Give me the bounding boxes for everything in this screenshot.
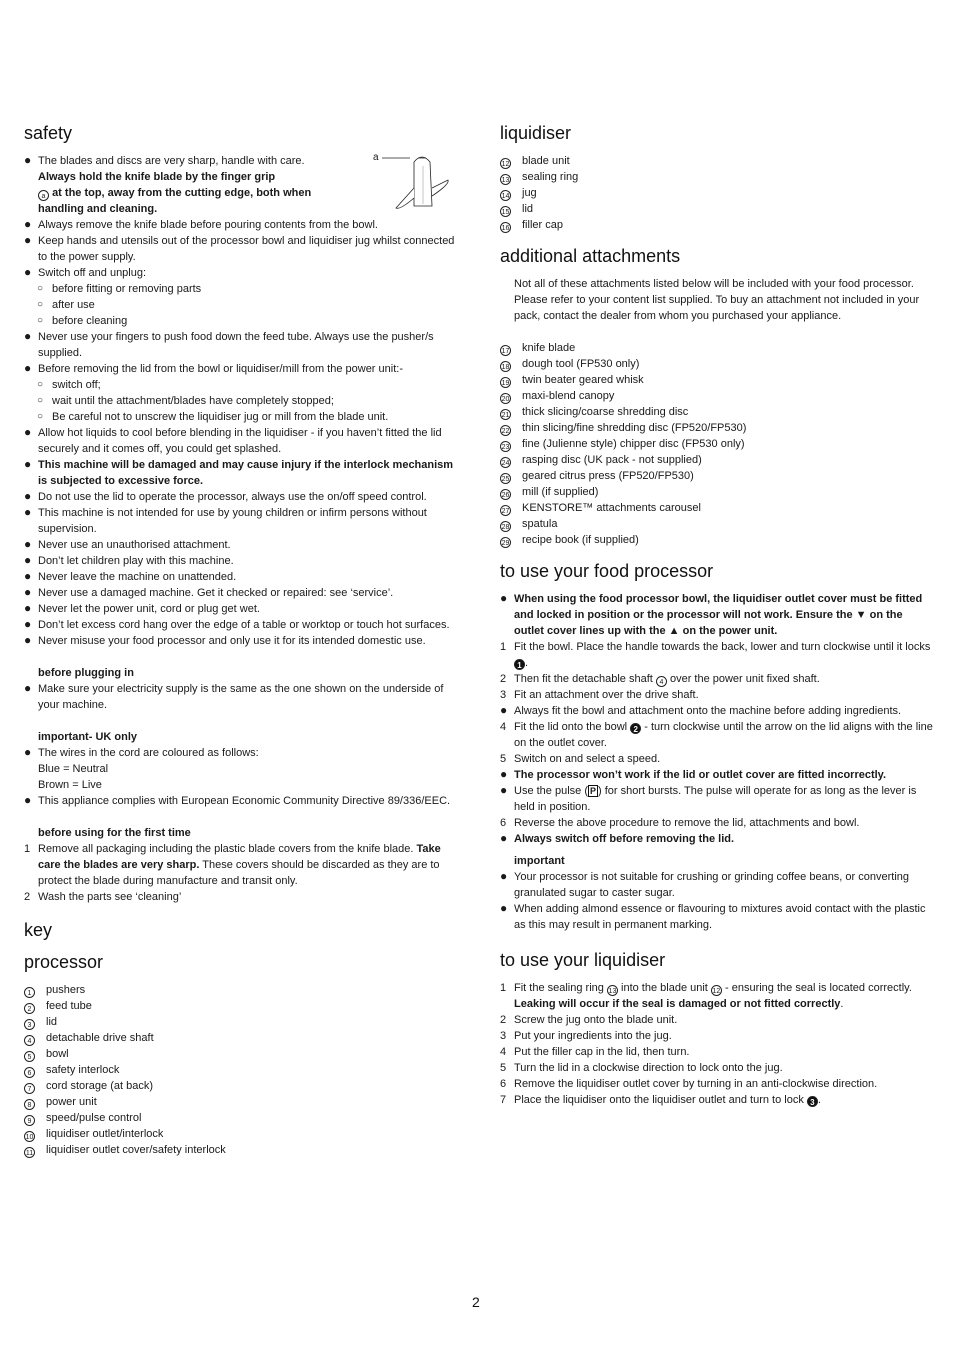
sub-list-item: ○ before fitting or removing parts [37, 283, 202, 295]
list-item: ● When adding almond essence or flavouring to mixtures avoid contact with the plastic as this may result in permanent marking. [500, 901, 926, 931]
sub-list-item: ○ before cleaning [37, 315, 128, 327]
key-list-item [500, 185, 934, 201]
list-item: ● Always fit the bowl and attachment onto the machine before adding ingredients. [500, 703, 902, 717]
key-number: 4 [24, 1035, 35, 1046]
circle-bullet-icon: ○ [37, 299, 44, 310]
pulse-icon: P [589, 786, 596, 796]
key-number: 16 [500, 222, 511, 233]
list-item: ● Make sure your electricity supply is the same as the one shown on the underside of your machine. [24, 681, 444, 711]
ref-circle-3: 3 [807, 1096, 818, 1107]
key-label: twin beater geared whisk [522, 374, 644, 386]
key-list-item [500, 388, 934, 404]
key-list-item [500, 452, 934, 468]
sub-list-item: ○ switch off; [37, 379, 101, 391]
number-circle-icon [24, 998, 42, 1014]
number-circle-icon [500, 516, 518, 532]
key-list-item [500, 217, 934, 233]
circle-bullet-icon: ○ [37, 395, 44, 406]
number-circle-icon [500, 500, 518, 516]
number-circle-icon [24, 1030, 42, 1046]
key-label: recipe book (if supplied) [522, 534, 639, 546]
attachments-intro: Not all of these attachments listed below will be included with your food processor. Please refer to your content list supplied. To buy an attachment not included in your pack, contact the dealer from whom you purchased your appliance. [514, 278, 920, 322]
list-item: ● Never use an unauthorised attachment. [24, 537, 231, 551]
list-item: ● This appliance complies with European Economic Community Directive 89/336/EEC. [24, 793, 451, 807]
number-circle-icon [500, 153, 518, 169]
circle-bullet-icon: ○ [37, 283, 44, 294]
bullet-icon: ● [24, 585, 32, 599]
key-number: 1 [24, 987, 35, 998]
step-item: 1 Fit the bowl. Place the handle towards the back, lower and turn clockwise until it locks 1 . [500, 641, 931, 670]
key-number: 12 [500, 158, 511, 169]
number-circle-icon [24, 1110, 42, 1126]
key-list-item [24, 998, 458, 1014]
key-number: 27 [500, 505, 511, 516]
step-item: 2 Then fit the detachable shaft 4 over the power unit fixed shaft. [500, 673, 820, 686]
list-item: ● When using the food processor bowl, the liquidiser outlet cover must be fitted and locked in position or the processor will not work. Ensure the ▼ on the outlet cover lines up with the ▲ on the power unit. [500, 591, 923, 637]
use-processor-heading: to use your food processor [500, 561, 714, 581]
key-number: 18 [500, 361, 511, 372]
processor-key-list [24, 982, 458, 1158]
key-number: 8 [24, 1099, 35, 1110]
step-item: 6 Reverse the above procedure to remove the lid, attachments and bowl. [500, 817, 860, 829]
key-list-item [24, 1014, 458, 1030]
key-label: KENSTORE™ attachments carousel [522, 502, 701, 514]
bullet-icon: ● [24, 505, 32, 519]
processor-heading: processor [24, 952, 104, 972]
bullet-icon: ● [500, 703, 508, 717]
number-circle-icon [500, 452, 518, 468]
bullet-icon: ● [24, 793, 32, 807]
key-label: speed/pulse control [46, 1112, 142, 1124]
key-number: 28 [500, 521, 511, 532]
key-number: 11 [24, 1147, 35, 1158]
ref-circle-12: 12 [711, 985, 722, 996]
list-item: ● Always switch off before removing the lid. [500, 831, 735, 845]
key-list-item [24, 1078, 458, 1094]
list-item: ● Keep hands and utensils out of the processor bowl and liquidiser jug whilst connected to the power supply. [24, 233, 455, 263]
step-item: 5 Turn the lid in a clockwise direction to lock onto the jug. [500, 1062, 783, 1074]
key-number: 17 [500, 345, 511, 356]
key-number: 29 [500, 537, 511, 548]
step-item: 1 Remove all packaging including the plastic blade covers from the knife blade. Take care the blades are very sharp. These covers should be discarded as they are to protect the blade during manufacture and transit only. [24, 843, 441, 887]
step-item: 7 Place the liquidiser onto the liquidiser outlet and turn to lock 3 . [500, 1094, 821, 1107]
attachments-key-list [500, 340, 934, 548]
number-circle-icon [500, 372, 518, 388]
key-label: spatula [522, 518, 558, 530]
key-number: 2 [24, 1003, 35, 1014]
number-circle-icon [500, 388, 518, 404]
bullet-icon: ● [24, 265, 32, 279]
key-list-item [500, 340, 934, 356]
number-circle-icon [500, 532, 518, 548]
list-item: ● Never use a damaged machine. Get it checked or repaired: see ‘service’. [24, 585, 394, 599]
list-item: ● Don’t let children play with this machine. [24, 553, 234, 567]
key-number: 20 [500, 393, 511, 404]
key-label: safety interlock [46, 1064, 120, 1076]
key-number: 5 [24, 1051, 35, 1062]
key-label: detachable drive shaft [46, 1032, 154, 1044]
key-list-item [24, 1030, 458, 1046]
key-number: 15 [500, 206, 511, 217]
bullet-icon: ● [24, 457, 32, 471]
number-circle-icon [500, 436, 518, 452]
key-label: lid [46, 1016, 58, 1028]
step-item: 3 Fit an attachment over the drive shaft. [500, 689, 699, 701]
figure-label-a: a [373, 152, 379, 163]
key-number: 26 [500, 489, 511, 500]
list-item: ● The blades and discs are very sharp, handle with care. Always hold the knife blade by the finger grip a at the top, away from the cutting edge, both when handling and cleaning. [24, 153, 312, 215]
bullet-icon: ● [24, 681, 32, 695]
bullet-icon: ● [500, 831, 508, 845]
before-plugging-heading: before plugging in [38, 667, 134, 679]
key-label: sealing ring [522, 171, 579, 183]
bullet-icon: ● [24, 569, 32, 583]
step-item: 1 Fit the sealing ring 13 into the blade unit 12 - ensuring the seal is located correctly. Leaking will occur if the seal is damaged or not fitted correctly. [500, 982, 912, 1010]
key-label: blade unit [522, 155, 570, 167]
key-number: 13 [500, 174, 511, 185]
number-circle-icon [500, 468, 518, 484]
key-number: 3 [24, 1019, 35, 1030]
sub-list-item: ○ wait until the attachment/blades have completely stopped; [37, 395, 334, 407]
circle-bullet-icon: ○ [37, 315, 44, 326]
list-item: ● Never use your fingers to push food down the feed tube. Always use the pusher/s supplied. [24, 329, 434, 359]
key-label: liquidiser outlet cover/safety interlock [46, 1144, 226, 1156]
sub-list-item: ○ Be careful not to unscrew the liquidiser jug or mill from the blade unit. [37, 411, 389, 423]
bullet-icon: ● [24, 425, 32, 439]
number-circle-icon [24, 1094, 42, 1110]
bullet-icon: ● [24, 217, 32, 231]
key-list-item [24, 1062, 458, 1078]
use-liquidiser-list [500, 980, 934, 1108]
ref-circle-1: 1 [514, 659, 525, 670]
circle-bullet-icon: ○ [37, 379, 44, 390]
key-number: 14 [500, 190, 511, 201]
list-item: ● Use the pulse ( P ) for short bursts. The pulse will operate for as long as the lever is held in position. [500, 783, 917, 813]
liquidiser-key-list [500, 153, 934, 233]
list-item: ● Don’t let excess cord hang over the edge of a table or worktop or touch hot surfaces. [24, 617, 450, 631]
bullet-icon: ● [24, 361, 32, 375]
key-label: power unit [46, 1096, 97, 1108]
key-label: thin slicing/fine shredding disc (FP520/FP530) [522, 422, 747, 434]
circle-bullet-icon: ○ [37, 411, 44, 422]
important-heading: important [514, 855, 565, 867]
key-list-item [24, 1110, 458, 1126]
use-processor-list [500, 591, 934, 933]
number-circle-icon [500, 185, 518, 201]
bullet-icon: ● [24, 617, 32, 631]
key-list-item [24, 982, 458, 998]
list-item: ● Your processor is not suitable for crushing or grinding coffee beans, or converting granulated sugar to caster sugar. [500, 869, 910, 899]
key-list-item [24, 1142, 458, 1158]
key-label: liquidiser outlet/interlock [46, 1128, 164, 1140]
first-time-heading: before using for the first time [38, 827, 191, 839]
number-circle-icon [500, 201, 518, 217]
number-circle-icon [24, 1142, 42, 1158]
key-list-item [24, 1126, 458, 1142]
ref-circle-4: 4 [656, 676, 667, 687]
key-label: fine (Julienne style) chipper disc (FP530 only) [522, 438, 745, 450]
key-list-item [500, 436, 934, 452]
key-list-item [500, 484, 934, 500]
page-number: 2 [472, 1294, 480, 1310]
list-item: ● Always remove the knife blade before pouring contents from the bowl. [24, 217, 378, 231]
bullet-icon: ● [24, 633, 32, 647]
key-number: 7 [24, 1083, 35, 1094]
list-item: ● Never misuse your food processor and only use it for its intended domestic use. [24, 633, 426, 647]
key-number: 19 [500, 377, 511, 388]
bullet-icon: ● [500, 783, 508, 797]
list-item: ● Before removing the lid from the bowl or liquidiser/mill from the power unit:- [24, 361, 403, 375]
bullet-icon: ● [24, 233, 32, 247]
number-circle-icon [24, 1046, 42, 1062]
key-list-item [500, 420, 934, 436]
key-number: 23 [500, 441, 511, 452]
key-list-item [24, 1046, 458, 1062]
list-item: ● The wires in the cord are coloured as follows: [24, 745, 259, 759]
ref-circle-a: a [38, 190, 49, 201]
bullet-icon: ● [500, 869, 508, 883]
list-item: ● Do not use the lid to operate the processor, always use the on/off speed control. [24, 489, 427, 503]
key-label: maxi-blend canopy [522, 390, 615, 402]
number-circle-icon [500, 217, 518, 233]
number-circle-icon [24, 1078, 42, 1094]
key-label: thick slicing/coarse shredding disc [522, 406, 689, 418]
list-item: ● The processor won’t work if the lid or outlet cover are fitted incorrectly. [500, 767, 887, 781]
right-column [500, 122, 934, 1108]
number-circle-icon [500, 169, 518, 185]
list-item: ● Never leave the machine on unattended. [24, 569, 237, 583]
sub-list-item: ○ after use [37, 299, 95, 311]
key-label: knife blade [522, 342, 576, 354]
bullet-icon: ● [24, 745, 32, 759]
step-item: 2 Wash the parts see ‘cleaning’ [24, 891, 182, 903]
key-label: bowl [46, 1048, 69, 1060]
uk-only-heading: important- UK only [38, 731, 137, 743]
list-item: ● Switch off and unplug: [24, 265, 147, 279]
key-number: 22 [500, 425, 511, 436]
bullet-icon: ● [24, 537, 32, 551]
number-circle-icon [500, 340, 518, 356]
step-item: 4 Put the filler cap in the lid, then turn. [500, 1046, 690, 1058]
key-list-item [500, 153, 934, 169]
key-number: 25 [500, 473, 511, 484]
bullet-icon: ● [500, 591, 508, 605]
triangle-up-icon: ▲ [668, 625, 680, 637]
key-list-item [500, 201, 934, 217]
key-number: 21 [500, 409, 511, 420]
safety-heading: safety [24, 123, 73, 143]
key-number: 9 [24, 1115, 35, 1126]
bullet-icon: ● [24, 601, 32, 615]
key-label: mill (if supplied) [522, 486, 599, 498]
list-item: ● This machine is not intended for use by young children or infirm persons without supervision. [24, 505, 427, 535]
wire-blue: Blue = Neutral [38, 763, 109, 775]
key-label: cord storage (at back) [46, 1080, 153, 1092]
key-list-item [500, 532, 934, 548]
number-circle-icon [24, 982, 42, 998]
number-circle-icon [24, 1014, 42, 1030]
bullet-icon: ● [24, 329, 32, 343]
number-circle-icon [24, 1062, 42, 1078]
list-item: ● Never let the power unit, cord or plug get wet. [24, 601, 260, 615]
list-item: ● This machine will be damaged and may cause injury if the interlock mechanism is subjected to excessive force. [24, 457, 454, 487]
safety-list [24, 153, 458, 905]
number-circle-icon [500, 404, 518, 420]
bullet-icon: ● [24, 153, 32, 167]
key-label: lid [522, 203, 534, 215]
key-list-item [500, 404, 934, 420]
key-label: dough tool (FP530 only) [522, 358, 640, 370]
number-circle-icon [500, 484, 518, 500]
triangle-down-icon: ▼ [855, 609, 867, 621]
wire-brown: Brown = Live [38, 779, 102, 791]
key-label: jug [522, 187, 537, 199]
bullet-icon: ● [500, 901, 508, 915]
key-number: 10 [24, 1131, 35, 1142]
step-item: 6 Remove the liquidiser outlet cover by turning in an anti-clockwise direction. [500, 1078, 878, 1090]
key-list-item [500, 516, 934, 532]
key-heading: key [24, 920, 53, 940]
number-circle-icon [500, 420, 518, 436]
key-list-item [500, 356, 934, 372]
bullet-icon: ● [24, 489, 32, 503]
attachments-heading: additional attachments [500, 246, 681, 266]
step-item: 3 Put your ingredients into the jug. [500, 1030, 672, 1042]
number-circle-icon [24, 1126, 42, 1142]
ref-circle-2: 2 [630, 723, 641, 734]
key-label: rasping disc (UK pack - not supplied) [522, 454, 702, 466]
step-item: 5 Switch on and select a speed. [500, 753, 661, 765]
key-list-item [24, 1094, 458, 1110]
key-list-item [500, 169, 934, 185]
left-column [24, 122, 458, 1158]
liquidiser-heading: liquidiser [500, 123, 572, 143]
bullet-icon: ● [24, 553, 32, 567]
key-list-item [500, 372, 934, 388]
key-number: 6 [24, 1067, 35, 1078]
bullet-icon: ● [500, 767, 508, 781]
key-label: geared citrus press (FP520/FP530) [522, 470, 694, 482]
key-list-item [500, 468, 934, 484]
key-list-item [500, 500, 934, 516]
list-item: ● Allow hot liquids to cool before blending in the liquidiser - if you haven’t fitted the lid securely and it comes off, you could get splashed. [24, 425, 442, 455]
use-liquidiser-heading: to use your liquidiser [500, 950, 666, 970]
key-label: filler cap [522, 219, 563, 231]
number-circle-icon [500, 356, 518, 372]
step-item: 4 Fit the lid onto the bowl 2 - turn clockwise until the arrow on the lid aligns with the line on the outlet cover. [500, 721, 933, 749]
key-number: 24 [500, 457, 511, 468]
key-label: feed tube [46, 1000, 92, 1012]
ref-circle-13: 13 [607, 985, 618, 996]
step-item: 2 Screw the jug onto the blade unit. [500, 1014, 678, 1026]
key-label: pushers [46, 984, 86, 996]
